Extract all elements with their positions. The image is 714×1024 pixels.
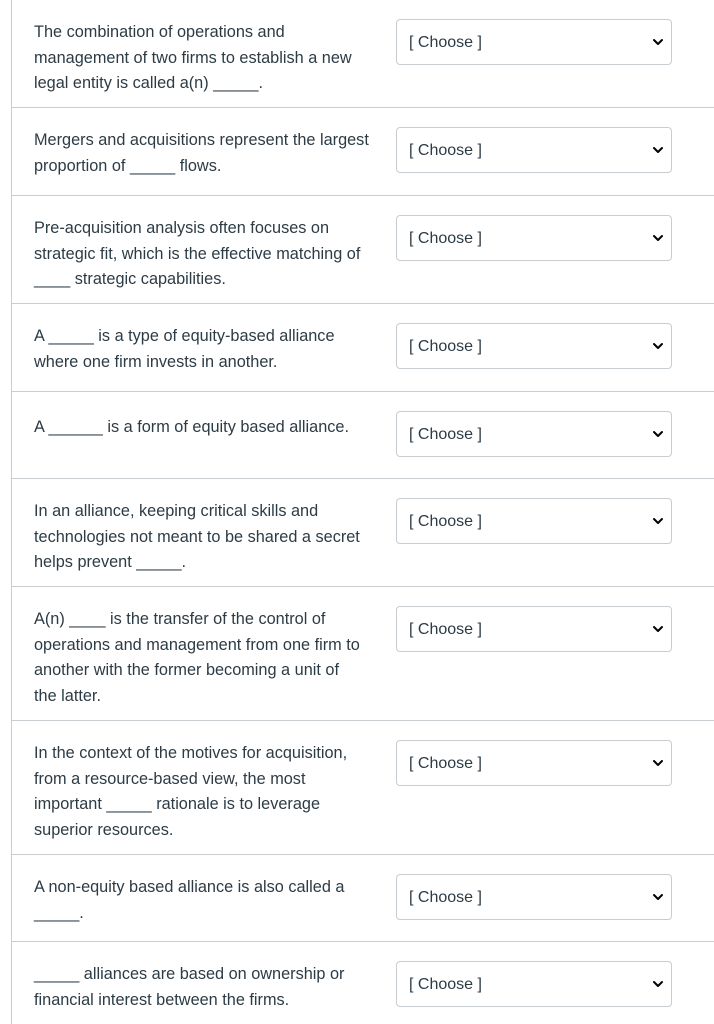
question-row	[12, 392, 714, 479]
chevron-down-icon	[651, 977, 665, 991]
chevron-down-icon	[651, 622, 665, 636]
question-row	[12, 721, 714, 855]
answer-dropdown[interactable]	[396, 323, 672, 369]
dropdown-selected-value: [ Choose ]	[409, 755, 482, 772]
question-row	[12, 587, 714, 721]
answer-dropdown[interactable]	[396, 411, 672, 457]
question-row	[12, 942, 714, 1024]
dropdown-selected-value: [ Choose ]	[409, 142, 482, 159]
dropdown-selected-value: [ Choose ]	[409, 34, 482, 51]
question-text: _____ alliances are based on ownership or financial interest between the firms.	[34, 965, 345, 1009]
chevron-down-icon	[651, 427, 665, 441]
answer-dropdown[interactable]	[396, 19, 672, 65]
question-text: A(n) ____ is the transfer of the control of operations and management from one firm to another with the former becoming a unit of the latter.	[34, 610, 360, 705]
answer-dropdown[interactable]	[396, 874, 672, 920]
chevron-down-icon	[651, 35, 665, 49]
answer-dropdown[interactable]	[396, 498, 672, 544]
dropdown-selected-value: [ Choose ]	[409, 230, 482, 247]
dropdown-selected-value: [ Choose ]	[409, 976, 482, 993]
answer-dropdown[interactable]	[396, 740, 672, 786]
dropdown-selected-value: [ Choose ]	[409, 889, 482, 906]
chevron-down-icon	[651, 890, 665, 904]
question-row	[12, 304, 714, 392]
dropdown-selected-value: [ Choose ]	[409, 338, 482, 355]
chevron-down-icon	[651, 756, 665, 770]
question-text: Pre-acquisition analysis often focuses on strategic fit, which is the effective matching of ____ strategic capabilities.	[34, 219, 361, 288]
question-text: A _____ is a type of equity-based alliance where one firm invests in another.	[34, 327, 335, 371]
question-row	[12, 108, 714, 196]
dropdown-selected-value: [ Choose ]	[409, 621, 482, 638]
question-row	[12, 0, 714, 108]
chevron-down-icon	[651, 143, 665, 157]
question-text: The combination of operations and management of two firms to establish a new legal entity is called a(n) _____.	[34, 23, 352, 92]
question-text: In the context of the motives for acquisition, from a resource-based view, the most important _____ rationale is to leverage superior resources.	[34, 744, 348, 839]
question-list	[12, 0, 714, 1024]
question-row	[12, 855, 714, 942]
chevron-down-icon	[651, 339, 665, 353]
question-text: Mergers and acquisitions represent the largest proportion of _____ flows.	[34, 131, 369, 175]
dropdown-selected-value: [ Choose ]	[409, 513, 482, 530]
answer-dropdown[interactable]	[396, 215, 672, 261]
question-text: A ______ is a form of equity based alliance.	[34, 418, 349, 436]
answer-dropdown[interactable]	[396, 606, 672, 652]
chevron-down-icon	[651, 231, 665, 245]
answer-dropdown[interactable]	[396, 961, 672, 1007]
dropdown-selected-value: [ Choose ]	[409, 426, 482, 443]
question-row	[12, 479, 714, 587]
chevron-down-icon	[651, 514, 665, 528]
question-text: A non-equity based alliance is also called a _____.	[34, 878, 345, 922]
question-row	[12, 196, 714, 304]
question-text: In an alliance, keeping critical skills and technologies not meant to be shared a secret helps prevent _____.	[34, 502, 360, 571]
answer-dropdown[interactable]	[396, 127, 672, 173]
